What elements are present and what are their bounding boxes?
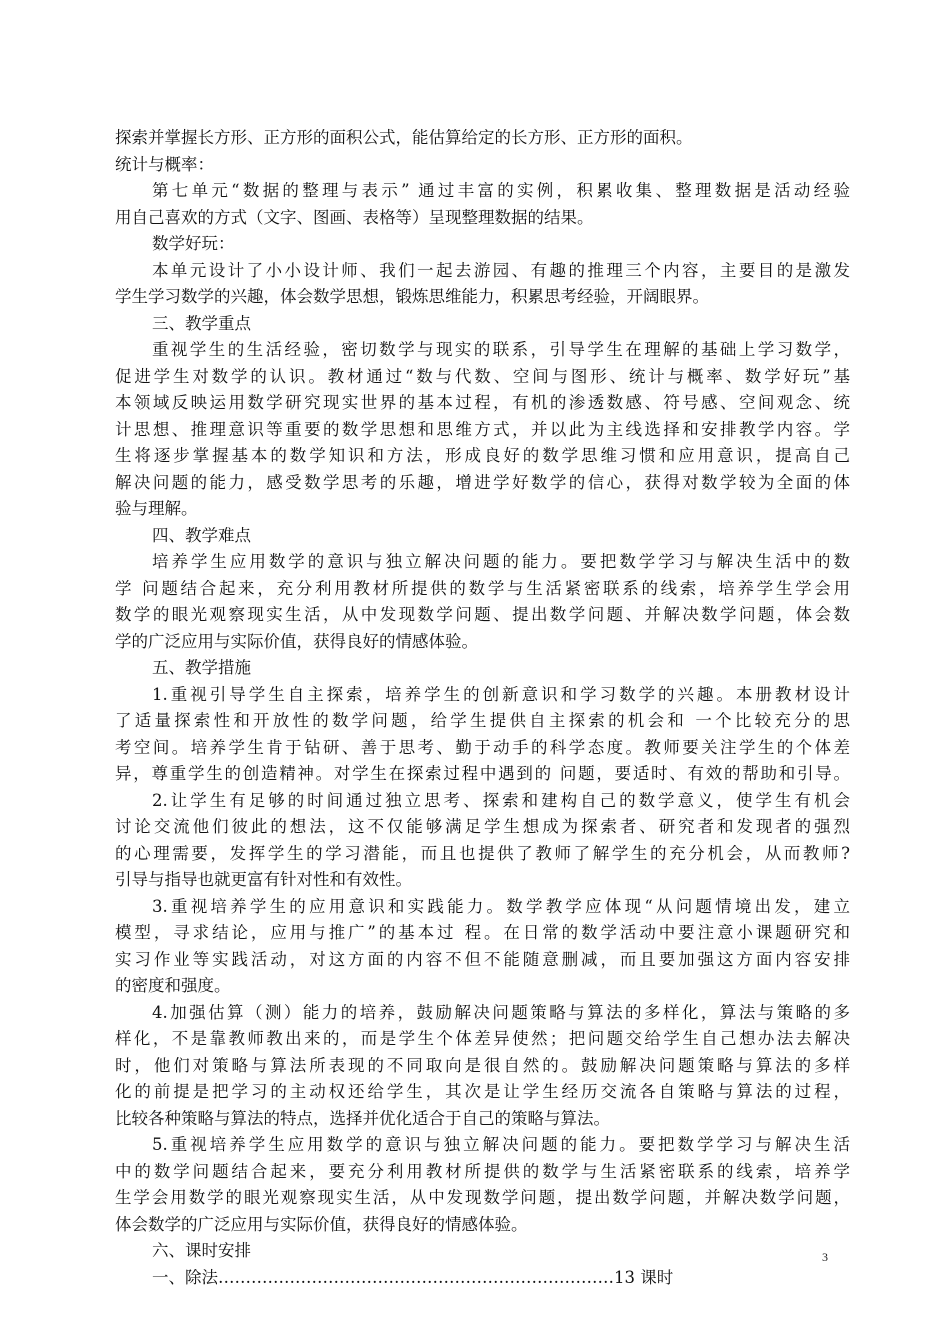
text-line: 异，尊重学生的创造精神。对学生在探索过程中遇到的 问题，要适时、有效的帮助和引导。 <box>115 764 850 783</box>
text-line: 数学好玩： <box>152 234 235 253</box>
text-line: 考空间。培养学生肯于钻研、善于思考、勤于动手的科学态度。教师要关注学生的个体差 <box>115 737 850 757</box>
text-line: 比较各种策略与算法的特点，选择并优化适合于自己的策略与算法。 <box>115 1108 610 1128</box>
text-line: 本领域反映运用数学研究现实世界的基本过程，有机的渗透数感、符号感、空间观念、统 <box>115 393 850 412</box>
text-line: 本单元设计了小小设计师、我们一起去游园、有趣的推理三个内容，主要目的是激发 <box>152 260 850 280</box>
text-line: 统计与概率： <box>115 154 214 174</box>
text-line: 学生学习数学的兴趣，体会数学思想，锻炼思维能力，积累思考经验，开阔眼界。 <box>115 287 709 306</box>
text-line: 3.重视培养学生的应用意识和实践能力。数学教学应体现“从问题情境出发，建立 <box>152 896 850 916</box>
text-line: 计思想、推理意识等重要的数学思想和思维方式，并以此为主线选择和安排教学内容。学 <box>115 419 850 439</box>
text-line: 1.重视引导学生自主探索，培养学生的创新意识和学习数学的兴趣。本册教材设计 <box>152 684 850 704</box>
document-body <box>115 125 850 1291</box>
text-line: 学的广泛应用与实际价值，获得良好的情感体验。 <box>115 631 478 651</box>
text-line: 的密度和强度。 <box>115 976 231 995</box>
text-line: 讨论交流他们彼此的想法，这不仅能够满足学生想成为探索者、研究者和发现者的强烈 <box>115 817 850 836</box>
text-line: 体会数学的广泛应用与实际价值，获得良好的情感体验。 <box>115 1214 528 1234</box>
page-number: 3 <box>822 1250 828 1264</box>
text-line: 2.让学生有足够的时间通过独立思考、探索和建构自己的数学意义，使学生有机会 <box>152 790 850 810</box>
text-line: 样化，不是靠教师教出来的，而是学生个体差异使然；把问题交给学生自己想办法去解决 <box>115 1029 850 1048</box>
text-line: 三、教学重点 <box>152 313 251 333</box>
text-line: 实习作业等实践活动，对这方面的内容不但不能随意删减，而且要加强这方面内容安排 <box>115 949 850 969</box>
text-line: 模型，寻求结论，应用与推广”的基本过 程。在日常的数学活动中要注意小课题研究和 <box>115 923 850 942</box>
text-line: 引导与指导也就更富有针对性和有效性。 <box>115 870 412 889</box>
text-line: 重视学生的生活经验，密切数学与现实的联系，引导学生在理解的基础上学习数学， <box>152 340 850 359</box>
text-line: 生将逐步掌握基本的数学知识和方法，形成良好的数学思维习惯和应用意识，提高自己 <box>115 446 850 465</box>
text-line: 用自己喜欢的方式（文字、图画、表格等）呈现整理数据的结果。 <box>115 207 594 227</box>
text-line: 探索并掌握长方形、正方形的面积公式，能估算给定的长方形、正方形的面积。 <box>115 128 693 147</box>
text-line: 时，他们对策略与算法所表现的不同取向是很自然的。鼓励解决问题策略与算法的多样 <box>115 1055 850 1075</box>
text-line: 中的数学问题结合起来，要充分利用教材所提供的数学与生活紧密联系的线索，培养学 <box>115 1161 850 1181</box>
text-line: 4.加强估算（测）能力的培养，鼓励解决问题策略与算法的多样化，算法与策略的多 <box>152 1002 850 1022</box>
text-line: 五、教学措施 <box>152 658 251 677</box>
text-line: 5.重视培养学生应用数学的意识与独立解决问题的能力。要把数学学习与解决生活 <box>152 1135 850 1154</box>
text-line: 一、除法………………………………………………………………13 课时 <box>152 1267 674 1287</box>
text-line: 验与理解。 <box>115 499 198 518</box>
text-line: 解决问题的能力，感受数学思考的乐趣，增进学好数学的信心，获得对数学较为全面的体 <box>115 472 850 492</box>
text-line: 化的前提是把学习的主动权还给学生，其次是让学生经历交流各自策略与算法的过程， <box>115 1082 850 1101</box>
text-line: 数学的眼光观察现实生活，从中发现数学问题、提出数学问题、并解决数学问题，体会数 <box>115 605 850 624</box>
text-line: 学 问题结合起来，充分利用教材所提供的数学与生活紧密联系的线索，培养学生学会用 <box>115 578 850 598</box>
text-line: 四、教学难点 <box>152 525 251 545</box>
text-line: 的心理需要，发挥学生的学习潜能，而且也提供了教师了解学生的充分机会，从而教师? <box>115 843 850 863</box>
text-line: 生学会用数学的眼光观察现实生活，从中发现数学问题，提出数学问题，并解决数学问题， <box>115 1188 850 1207</box>
text-line: 促进学生对数学的认识。教材通过“数与代数、空间与图形、统计与概率、数学好玩”基 <box>115 366 850 386</box>
text-line: 第七单元“数据的整理与表示” 通过丰富的实例，积累收集、整理数据是活动经验 <box>152 181 850 200</box>
text-line: 了适量探索性和开放性的数学问题，给学生提供自主探索的机会和 一个比较充分的思 <box>115 711 850 730</box>
text-line: 培养学生应用数学的意识与独立解决问题的能力。要把数学学习与解决生活中的数 <box>152 552 850 571</box>
text-line: 六、课时安排 <box>152 1241 251 1260</box>
